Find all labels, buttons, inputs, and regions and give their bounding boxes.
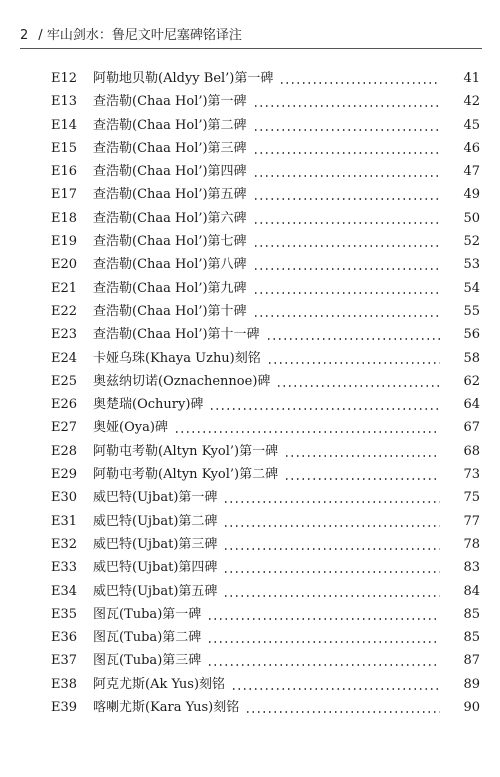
dot-leader: [209, 408, 440, 410]
dot-leader: [223, 595, 440, 597]
entry-page-number: 53: [444, 253, 480, 276]
dot-leader: [253, 245, 440, 247]
entry-title: 查浩勒(Chaa Hol’)第四碑: [93, 160, 251, 183]
entry-page-number: 67: [444, 416, 480, 439]
entry-code: E38: [51, 676, 78, 692]
entry-title: 图瓦(Tuba)第一碑: [93, 603, 205, 626]
entry-page-number: 68: [444, 440, 480, 463]
dot-leader: [279, 82, 440, 84]
dot-leader: [253, 129, 440, 131]
entry-title: 查浩勒(Chaa Hol’)第二碑: [93, 114, 251, 137]
entry-page-number: 42: [444, 90, 480, 113]
toc-entry: [0, 137, 500, 160]
dot-leader: [284, 455, 440, 457]
entry-code: E20: [51, 257, 78, 273]
toc-entry: [0, 649, 500, 672]
entry-title: 威巴特(Ujbat)第四碑: [93, 556, 221, 579]
entry-page-number: 47: [444, 160, 480, 183]
entry-code: E15: [51, 140, 78, 156]
dot-leader: [253, 268, 440, 270]
entry-page-number: 46: [444, 137, 480, 160]
entry-code: E21: [51, 280, 78, 296]
dot-leader: [223, 571, 440, 573]
entry-page-number: 73: [444, 463, 480, 486]
entry-page-number: 49: [444, 183, 480, 206]
entry-code: E34: [51, 583, 78, 599]
entry-code: E35: [51, 606, 78, 622]
entry-code: E39: [51, 700, 78, 716]
entry-code: E26: [51, 397, 78, 413]
entry-title: 查浩勒(Chaa Hol’)第六碑: [93, 207, 251, 230]
dot-leader: [284, 478, 440, 480]
entry-code: E19: [51, 234, 78, 250]
entry-page-number: 55: [444, 300, 480, 323]
entry-title: 奥兹纳切诺(Oznachennoe)碑: [93, 370, 274, 393]
header-rule: [20, 48, 482, 49]
toc-entry: [0, 253, 500, 276]
entry-title: 查浩勒(Chaa Hol’)第一碑: [93, 90, 251, 113]
toc-entry: [0, 486, 500, 509]
entry-code: E12: [51, 71, 78, 86]
entry-title: 喀喇尤斯(Kara Yus)刻铭: [93, 696, 243, 719]
dot-leader: [223, 548, 440, 550]
entry-code: E27: [51, 420, 78, 436]
entry-page-number: 85: [444, 626, 480, 649]
entry-page-number: 78: [444, 533, 480, 556]
dot-leader: [245, 711, 440, 713]
dot-leader: [253, 105, 440, 107]
entry-code: E14: [51, 117, 78, 133]
entry-page-number: 56: [444, 323, 480, 346]
dot-leader: [253, 222, 440, 224]
entry-title: 查浩勒(Chaa Hol’)第十一碑: [93, 323, 264, 346]
dot-leader: [253, 152, 440, 154]
entry-code: E17: [51, 187, 78, 203]
dot-leader: [267, 362, 440, 364]
dot-leader: [231, 688, 440, 690]
dot-leader: [174, 431, 440, 433]
toc-entry: [0, 230, 500, 253]
entry-code: E30: [51, 490, 78, 506]
toc-entry: [0, 183, 500, 206]
entry-code: E31: [51, 513, 78, 529]
toc-entry: [0, 533, 500, 556]
toc-entry: [0, 67, 500, 90]
entry-title: 奥娅(Oya)碑: [93, 416, 172, 439]
running-head: [20, 24, 242, 43]
entry-page-number: 75: [444, 486, 480, 509]
entry-page-number: 84: [444, 580, 480, 603]
entry-code: E23: [51, 327, 78, 343]
entry-title: 查浩勒(Chaa Hol’)第十碑: [93, 300, 251, 323]
toc-entry: [0, 603, 500, 626]
entry-page-number: 45: [444, 114, 480, 137]
entry-code: E29: [51, 467, 78, 483]
entry-code: E16: [51, 164, 78, 180]
entry-title: 奥楚瑞(Ochury)碑: [93, 393, 207, 416]
entry-title: 查浩勒(Chaa Hol’)第八碑: [93, 253, 251, 276]
header-separator: /: [38, 28, 43, 43]
dot-leader: [253, 175, 440, 177]
entry-page-number: 62: [444, 370, 480, 393]
dot-leader: [253, 292, 440, 294]
entry-page-number: 85: [444, 603, 480, 626]
entry-page-number: 64: [444, 393, 480, 416]
book-title: 牢山剑水：鲁尼文叶尼塞碑铭译注: [46, 28, 242, 43]
toc-entry: [0, 440, 500, 463]
entry-page-number: 77: [444, 510, 480, 533]
dot-leader: [207, 618, 440, 620]
entry-code: E18: [51, 210, 78, 226]
dot-leader: [253, 315, 440, 317]
dot-leader: [207, 664, 440, 666]
entry-title: 阿克尤斯(Ak Yus)刻铭: [93, 673, 229, 696]
toc-entry: [0, 347, 500, 370]
toc-entry: [0, 696, 500, 719]
entry-title: 威巴特(Ujbat)第五碑: [93, 580, 221, 603]
toc-entry: [0, 510, 500, 533]
entry-page-number: 83: [444, 556, 480, 579]
entry-code: E24: [51, 350, 78, 366]
page-number: 2: [20, 28, 29, 43]
entry-title: 阿勒屯考勒(Altyn Kyol’)第一碑: [93, 440, 282, 463]
toc-entry: [0, 556, 500, 579]
dot-leader: [266, 338, 440, 340]
dot-leader: [276, 385, 440, 387]
entry-code: E36: [51, 630, 78, 646]
entry-title: 查浩勒(Chaa Hol’)第九碑: [93, 277, 251, 300]
entry-title: 威巴特(Ujbat)第一碑: [93, 486, 221, 509]
entry-page-number: 41: [444, 67, 480, 90]
entry-code: E22: [51, 303, 78, 319]
entry-title: 阿勒屯考勒(Altyn Kyol’)第二碑: [93, 463, 282, 486]
entry-code: E13: [51, 94, 78, 110]
toc-entry: [0, 90, 500, 113]
entry-title: 图瓦(Tuba)第二碑: [93, 626, 205, 649]
entry-title: 卡娅乌珠(Khaya Uzhu)刻铭: [93, 347, 265, 370]
toc-entry: [0, 207, 500, 230]
entry-code: E32: [51, 536, 78, 552]
entry-title: 威巴特(Ujbat)第二碑: [93, 510, 221, 533]
toc-entry: [0, 580, 500, 603]
toc-entry: [0, 463, 500, 486]
entry-page-number: 50: [444, 207, 480, 230]
dot-leader: [223, 525, 440, 527]
toc-entry: [0, 160, 500, 183]
dot-leader: [207, 641, 440, 643]
entry-code: E37: [51, 653, 78, 669]
entry-title: 威巴特(Ujbat)第三碑: [93, 533, 221, 556]
entry-title: 阿勒地贝勒(Aldyy Bel’)第一碑: [93, 67, 277, 90]
toc-entry: [0, 416, 500, 439]
toc-entry: [0, 626, 500, 649]
entry-code: E28: [51, 443, 78, 459]
toc-entry: [0, 393, 500, 416]
entry-page-number: 87: [444, 649, 480, 672]
toc-list: [0, 67, 500, 719]
toc-entry: [0, 114, 500, 137]
toc-entry: [0, 300, 500, 323]
toc-entry: [0, 323, 500, 346]
toc-entry: [0, 370, 500, 393]
entry-page-number: 89: [444, 673, 480, 696]
toc-entry: [0, 277, 500, 300]
dot-leader: [253, 198, 440, 200]
entry-code: E25: [51, 373, 78, 389]
dot-leader: [223, 501, 440, 503]
entry-page-number: 90: [444, 696, 480, 719]
entry-title: 查浩勒(Chaa Hol’)第七碑: [93, 230, 251, 253]
entry-title: 查浩勒(Chaa Hol’)第五碑: [93, 183, 251, 206]
entry-page-number: 54: [444, 277, 480, 300]
entry-title: 查浩勒(Chaa Hol’)第三碑: [93, 137, 251, 160]
entry-code: E33: [51, 560, 78, 576]
entry-page-number: 52: [444, 230, 480, 253]
entry-title: 图瓦(Tuba)第三碑: [93, 649, 205, 672]
toc-entry: [0, 673, 500, 696]
entry-page-number: 58: [444, 347, 480, 370]
